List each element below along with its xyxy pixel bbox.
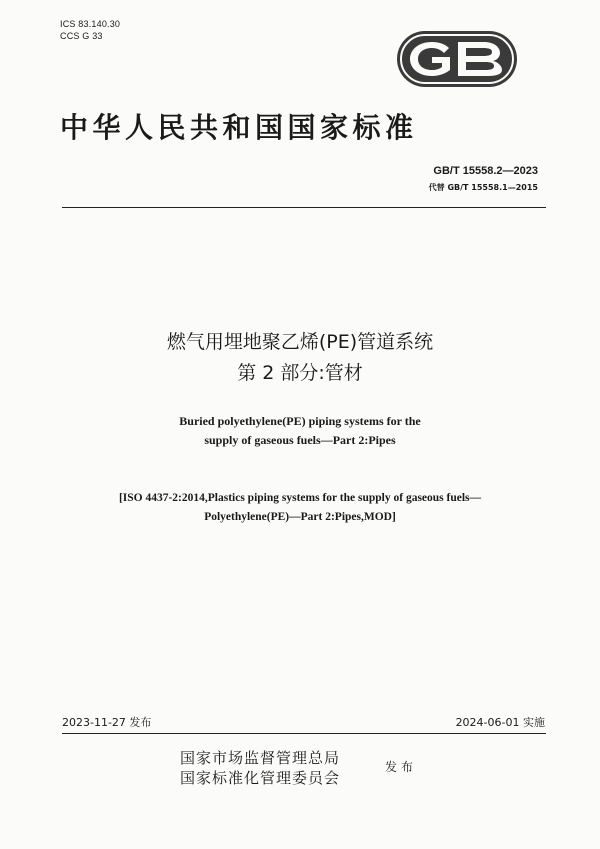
national-standard-heading: 中华人民共和国国家标准 [60, 111, 418, 144]
iso-reference-line-2: Polyethylene(PE)—Part 2:Pipes,MOD] [204, 511, 396, 523]
chinese-title-line-1: 燃气用埋地聚乙烯(PE)管道系统 [166, 331, 434, 353]
iso-reference-line-1: [ISO 4437-2:2014,Plastics piping systems for the supply of gaseous fuels— [118, 492, 482, 504]
replaces-note: 代替 GB/T 15558.1—2015 [428, 183, 538, 192]
implementation-date: 2024-06-01 实施 [455, 716, 545, 729]
english-title-line-1: Buried polyethylene(PE) piping systems for the [179, 414, 421, 428]
issuer-line-1: 国家市场监督管理总局 [180, 749, 341, 767]
issuer-line-2: 国家标准化管理委员会 [180, 769, 341, 787]
english-title-line-2: supply of gaseous fuels—Part 2:Pipes [204, 433, 396, 447]
gb-logo-icon [396, 30, 518, 88]
issue-date: 2023-11-27 发布 [62, 716, 152, 729]
classification-codes [60, 18, 120, 42]
standard-number: GB/T 15558.2—2023 [433, 165, 538, 177]
issue-label: 发布 [385, 760, 418, 774]
top-divider [62, 207, 546, 208]
chinese-title-line-2: 第 2 部分:管材 [237, 362, 363, 384]
ccs-code: CCS G 33 [60, 31, 103, 41]
bottom-divider [62, 733, 546, 734]
ics-code: ICS 83.140.30 [60, 19, 121, 29]
